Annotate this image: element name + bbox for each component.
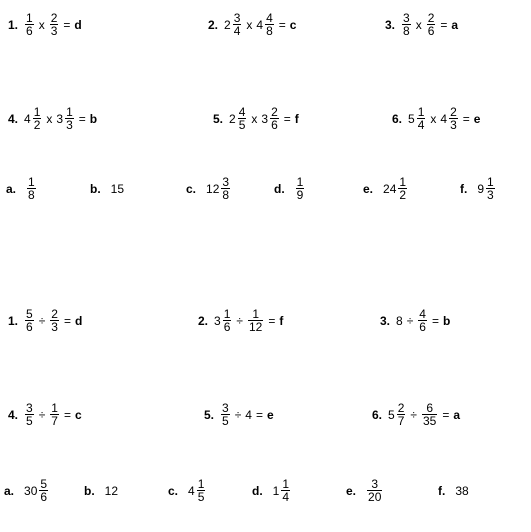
operator: = <box>268 313 276 328</box>
denominator: 5 <box>238 118 246 132</box>
denominator: 7 <box>51 414 58 428</box>
operator: = <box>283 111 291 126</box>
operator: x <box>251 111 258 126</box>
set1-answer-e <box>363 176 408 201</box>
answer-letter: b <box>89 111 98 126</box>
set2-problem-2 <box>198 308 283 333</box>
set2-answer-b <box>84 484 118 498</box>
operator: x <box>246 17 253 32</box>
problem-number: 5. <box>213 111 224 126</box>
answer-letter: b <box>443 313 451 328</box>
denominator: 3 <box>66 118 73 132</box>
answer-value: 38 <box>455 484 469 498</box>
operator: = <box>63 407 71 422</box>
number: 8 <box>396 313 403 328</box>
numerator: 4 <box>238 105 246 119</box>
fraction <box>265 12 274 37</box>
denominator: 6 <box>427 24 435 38</box>
operator: = <box>440 17 448 32</box>
whole-number: 4 <box>440 111 448 126</box>
whole-number: 3 <box>56 111 64 126</box>
whole-number: 9 <box>477 181 485 196</box>
answer-label: e. <box>346 483 357 498</box>
fraction <box>427 12 436 37</box>
whole-number: 1 <box>272 483 280 498</box>
numerator: 1 <box>28 175 35 189</box>
denominator: 3 <box>50 24 58 38</box>
fraction <box>65 106 74 131</box>
numerator: 5 <box>40 477 48 491</box>
denominator: 4 <box>417 118 425 132</box>
set1-problem-5 <box>213 106 299 131</box>
numerator: 5 <box>26 307 33 321</box>
operator: = <box>462 111 470 126</box>
fraction <box>50 12 59 37</box>
denominator: 12 <box>248 320 263 334</box>
problem-number: 1. <box>8 17 19 32</box>
answer-value: 15 <box>110 182 125 196</box>
numerator: 4 <box>419 307 426 321</box>
answer-letter: a <box>451 17 459 32</box>
whole-number: 3 <box>261 111 269 126</box>
fraction <box>223 308 232 333</box>
numerator: 3 <box>403 11 410 25</box>
answer-label: b. <box>84 484 95 498</box>
set2-answer-f <box>438 484 469 498</box>
fraction <box>422 402 437 427</box>
denominator: 4 <box>282 490 290 504</box>
numerator: 2 <box>51 307 58 321</box>
set2-problem-3 <box>380 308 450 333</box>
fraction <box>39 478 48 503</box>
set2-answer-c <box>168 478 206 503</box>
answer-label: a. <box>6 181 17 196</box>
answer-label: f. <box>438 484 446 498</box>
whole-number: 2 <box>224 17 231 32</box>
denominator: 8 <box>222 188 230 202</box>
set1-answer-f <box>460 176 496 201</box>
problem-number: 2. <box>208 17 219 32</box>
operator: x <box>430 111 437 126</box>
set1-answer-c <box>186 176 231 201</box>
fraction <box>296 176 305 201</box>
whole-number: 4 <box>188 483 195 498</box>
denominator: 8 <box>28 188 35 202</box>
denominator: 6 <box>26 320 33 334</box>
fraction <box>27 176 36 201</box>
numerator: 1 <box>252 307 259 321</box>
operator: ÷ <box>234 407 242 422</box>
numerator: 1 <box>51 401 58 415</box>
numerator: 4 <box>266 11 273 25</box>
fraction <box>248 308 263 333</box>
problem-number: 4. <box>8 111 19 126</box>
operator: x <box>46 111 53 126</box>
fraction <box>281 478 290 503</box>
denominator: 9 <box>296 188 304 202</box>
fraction <box>197 478 206 503</box>
operator: ÷ <box>38 313 46 328</box>
answer-letter: d <box>74 17 82 32</box>
operator: = <box>431 313 439 328</box>
answer-label: e. <box>363 181 374 196</box>
fraction <box>50 402 59 427</box>
fraction <box>418 308 427 333</box>
numerator: 6 <box>426 401 433 415</box>
fraction <box>486 176 495 201</box>
fraction <box>233 12 242 37</box>
denominator: 5 <box>222 414 229 428</box>
numerator: 1 <box>282 477 290 491</box>
answer-letter: d <box>75 313 83 328</box>
set2-problem-6 <box>372 402 460 427</box>
denominator: 20 <box>368 490 382 504</box>
problem-number: 3. <box>380 313 391 328</box>
denominator: 8 <box>266 24 273 38</box>
numerator: 3 <box>371 477 379 491</box>
problem-number: 4. <box>8 407 19 422</box>
answer-letter: e <box>267 407 274 422</box>
answer-value: 12 <box>104 484 119 498</box>
denominator: 4 <box>233 24 241 38</box>
problem-number: 3. <box>385 17 396 32</box>
operator: = <box>255 407 263 422</box>
whole-number: 2 <box>229 111 236 126</box>
set1-answer-a <box>6 176 37 201</box>
denominator: 6 <box>223 320 231 334</box>
denominator: 3 <box>51 320 58 334</box>
numerator: 2 <box>397 401 405 415</box>
fraction <box>397 402 406 427</box>
operator: = <box>278 17 286 32</box>
fraction <box>449 106 458 131</box>
set1-problem-6 <box>392 106 480 131</box>
numerator: 3 <box>26 401 33 415</box>
operator: ÷ <box>236 313 243 328</box>
problem-number: 1. <box>8 313 19 328</box>
whole-number: 5 <box>408 111 415 126</box>
denominator: 2 <box>399 188 407 202</box>
fraction <box>367 478 382 503</box>
set1-problem-2 <box>208 12 296 37</box>
answer-label: b. <box>90 182 101 196</box>
set2-answer-a <box>4 478 49 503</box>
problem-number: 5. <box>204 407 215 422</box>
fraction <box>238 106 247 131</box>
whole-number: 5 <box>388 407 395 422</box>
set2-problem-5 <box>204 402 274 427</box>
answer-letter: c <box>75 407 82 422</box>
denominator: 3 <box>450 118 457 132</box>
answer-letter: f <box>294 111 299 126</box>
fraction <box>270 106 279 131</box>
numerator: 2 <box>271 105 278 119</box>
whole-number: 4 <box>24 111 31 126</box>
denominator: 3 <box>487 188 494 202</box>
fraction <box>50 308 59 333</box>
numerator: 3 <box>222 401 229 415</box>
fraction <box>221 176 230 201</box>
operator: = <box>78 111 86 126</box>
answer-letter: a <box>453 407 461 422</box>
numerator: 1 <box>223 307 231 321</box>
set1-problem-3 <box>385 12 458 37</box>
numerator: 1 <box>33 105 41 119</box>
set1-problem-4 <box>8 106 97 131</box>
operator: ÷ <box>410 407 417 422</box>
numerator: 3 <box>233 11 241 25</box>
numerator: 1 <box>26 11 33 25</box>
numerator: 1 <box>417 105 425 119</box>
whole-number: 12 <box>206 181 220 196</box>
set1-problem-1 <box>8 12 82 37</box>
denominator: 8 <box>403 24 410 38</box>
numerator: 2 <box>50 11 58 25</box>
fraction <box>221 402 230 427</box>
fraction <box>402 12 411 37</box>
set2-answer-d <box>252 478 291 503</box>
answer-label: f. <box>460 181 468 196</box>
operator: ÷ <box>406 313 414 328</box>
numerator: 2 <box>450 105 457 119</box>
set2-problem-1 <box>8 308 82 333</box>
problem-number: 2. <box>198 313 209 328</box>
numerator: 1 <box>197 477 205 491</box>
whole-number: 4 <box>256 17 264 32</box>
denominator: 5 <box>197 490 205 504</box>
operator: ÷ <box>38 407 46 422</box>
fraction <box>33 106 42 131</box>
set2-answer-e <box>346 478 383 503</box>
whole-number: 30 <box>24 483 38 498</box>
whole-number: 24 <box>383 181 397 196</box>
denominator: 6 <box>26 24 33 38</box>
answer-label: c. <box>186 181 197 196</box>
numerator: 2 <box>427 11 435 25</box>
fraction <box>398 176 407 201</box>
number: 4 <box>245 407 252 422</box>
operator: x <box>38 17 45 32</box>
denominator: 2 <box>33 118 41 132</box>
problem-number: 6. <box>392 111 403 126</box>
set1-answer-d <box>274 176 305 201</box>
fraction <box>25 308 34 333</box>
denominator: 6 <box>40 490 48 504</box>
denominator: 35 <box>422 414 437 428</box>
answer-label: a. <box>4 483 15 498</box>
set2-problem-4 <box>8 402 82 427</box>
operator: = <box>63 17 71 32</box>
fraction <box>25 12 34 37</box>
operator: x <box>415 17 422 32</box>
answer-letter: c <box>289 17 297 32</box>
answer-label: d. <box>252 483 263 498</box>
answer-letter: f <box>279 313 284 328</box>
numerator: 1 <box>399 175 407 189</box>
fraction <box>417 106 426 131</box>
numerator: 1 <box>66 105 73 119</box>
numerator: 3 <box>222 175 230 189</box>
denominator: 6 <box>419 320 426 334</box>
numerator: 1 <box>487 175 494 189</box>
operator: = <box>63 313 71 328</box>
denominator: 7 <box>397 414 405 428</box>
denominator: 6 <box>271 118 278 132</box>
set1-answer-b <box>90 182 124 196</box>
operator: = <box>442 407 450 422</box>
denominator: 5 <box>26 414 33 428</box>
answer-label: c. <box>168 483 179 498</box>
whole-number: 3 <box>214 313 221 328</box>
answer-letter: e <box>473 111 481 126</box>
answer-label: d. <box>274 181 285 196</box>
numerator: 1 <box>296 175 304 189</box>
fraction <box>25 402 34 427</box>
problem-number: 6. <box>372 407 383 422</box>
